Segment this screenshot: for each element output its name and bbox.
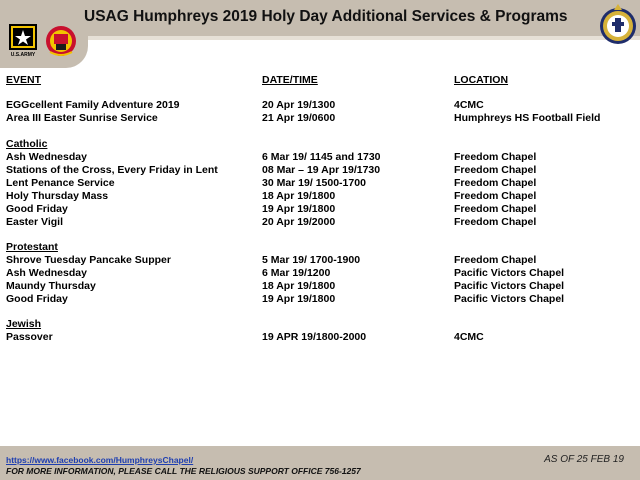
datetime-cell: 30 Mar 19/ 1500-1700	[262, 177, 366, 189]
location-cell: Freedom Chapel	[454, 216, 537, 228]
section-heading: Catholic	[6, 138, 48, 150]
location-cell: Freedom Chapel	[454, 177, 537, 189]
section-heading: Protestant	[6, 241, 58, 253]
datetime-cell: 18 Apr 19/1800	[262, 280, 336, 292]
datetime-cell: 6 Mar 19/ 1145 and 1730	[262, 151, 381, 163]
event-cell: Ash Wednesday	[6, 151, 87, 163]
event-cell: Good Friday	[6, 203, 68, 215]
datetime-cell: 5 Mar 19/ 1700-1900	[262, 254, 361, 266]
garrison-crest-icon	[44, 24, 78, 58]
location-cell: Humphreys HS Football Field	[454, 112, 601, 124]
datetime-cell: 19 APR 19/1800-2000	[262, 331, 367, 343]
header-band	[88, 36, 640, 40]
event-cell: Stations of the Cross, Every Friday in Lent	[6, 164, 218, 176]
event-cell: Area III Easter Sunrise Service	[6, 112, 158, 124]
column-header-datetime: DATE/TIME	[262, 74, 318, 86]
event-cell: Good Friday	[6, 293, 68, 305]
event-cell: Shrove Tuesday Pancake Supper	[6, 254, 171, 266]
event-cell: Holy Thursday Mass	[6, 190, 109, 202]
event-cell: EGGcellent Family Adventure 2019	[6, 99, 180, 111]
event-cell: Maundy Thursday	[6, 280, 96, 292]
location-cell: Freedom Chapel	[454, 190, 537, 202]
as-of-date: AS OF 25 FEB 19	[544, 454, 624, 465]
facebook-link[interactable]: https://www.facebook.com/HumphreysChapel/	[6, 455, 194, 465]
section-heading: Jewish	[6, 318, 42, 330]
column-header-event: EVENT	[6, 74, 42, 86]
chaplain-corps-seal-icon	[598, 2, 638, 48]
datetime-cell: 21 Apr 19/0600	[262, 112, 336, 124]
contact-info: FOR MORE INFORMATION, PLEASE CALL THE RELIGIOUS SUPPORT OFFICE 756-1257	[6, 466, 361, 476]
datetime-cell: 19 Apr 19/1800	[262, 203, 336, 215]
location-cell: 4CMC	[454, 331, 484, 343]
datetime-cell: 20 Apr 19/1300	[262, 99, 336, 111]
event-cell: Lent Penance Service	[6, 177, 115, 189]
location-cell: Freedom Chapel	[454, 164, 537, 176]
datetime-cell: 20 Apr 19/2000	[262, 216, 336, 228]
datetime-cell: 6 Mar 19/1200	[262, 267, 331, 279]
army-wordmark: U.S.ARMY	[10, 52, 36, 58]
location-cell: Pacific Victors Chapel	[454, 267, 565, 279]
location-cell: Freedom Chapel	[454, 254, 537, 266]
location-cell: Freedom Chapel	[454, 151, 537, 163]
datetime-cell: 08 Mar – 19 Apr 19/1730	[262, 164, 381, 176]
location-cell: Pacific Victors Chapel	[454, 280, 565, 292]
column-header-location: LOCATION	[454, 74, 509, 86]
page-title: USAG Humphreys 2019 Holy Day Additional Services & Programs	[84, 8, 568, 25]
event-cell: Ash Wednesday	[6, 267, 87, 279]
event-cell: Passover	[6, 331, 53, 343]
event-cell: Easter Vigil	[6, 216, 64, 228]
location-cell: Pacific Victors Chapel	[454, 293, 565, 305]
datetime-cell: 19 Apr 19/1800	[262, 293, 336, 305]
datetime-cell: 18 Apr 19/1800	[262, 190, 336, 202]
location-cell: 4CMC	[454, 99, 484, 111]
location-cell: Freedom Chapel	[454, 203, 537, 215]
